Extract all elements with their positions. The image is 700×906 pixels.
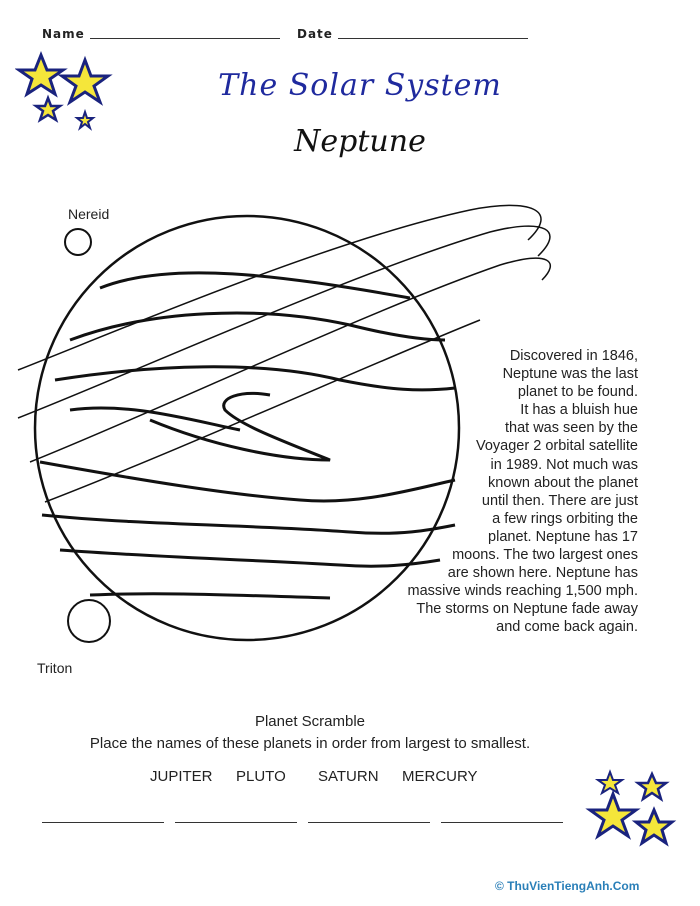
scramble-word: PLUTO (236, 768, 286, 785)
title-solar-system: The Solar System (218, 68, 502, 103)
description-line: a few rings orbiting the (492, 510, 638, 527)
ring (18, 205, 541, 370)
triton-moon (68, 600, 110, 642)
star-icon (77, 112, 93, 128)
scramble-title: Planet Scramble (254, 713, 366, 730)
title-neptune: Neptune (294, 124, 426, 159)
scramble-word: SATURN (318, 768, 379, 785)
triton-label: Triton (37, 660, 73, 676)
description-line: that was seen by the (505, 420, 638, 437)
description-line: until then. There are just (481, 492, 638, 509)
answer-line-4[interactable] (441, 822, 563, 823)
stars-bottom-right (580, 768, 680, 860)
star-icon (36, 98, 60, 120)
scramble-instructions: Place the names of these planets in order from largest to smallest. (89, 735, 531, 752)
star-icon (590, 794, 636, 836)
star-icon (598, 772, 622, 793)
description-line: known about the planet (488, 474, 638, 491)
footer-credit[interactable]: © ThuVienTiengAnh.Com (495, 879, 640, 893)
description (300, 347, 638, 637)
band (90, 594, 330, 598)
star-icon (19, 55, 63, 94)
nereid-moon (65, 229, 91, 255)
nereid-label: Nereid (68, 206, 110, 222)
band (70, 408, 240, 430)
description-line: Neptune was the last (502, 366, 638, 383)
scramble-word: JUPITER (150, 768, 213, 785)
description-line: moons. The two largest ones (452, 547, 638, 564)
description-line: Discovered in 1846, (509, 348, 638, 364)
description-line: massive winds reaching 1,500 mph. (407, 583, 638, 600)
star-icon (638, 774, 666, 799)
star-icon (636, 810, 672, 843)
description-line: are shown here. Neptune has (447, 565, 638, 582)
name-line[interactable] (90, 38, 280, 39)
date-label: Date (297, 27, 333, 41)
answer-line-3[interactable] (308, 822, 430, 823)
stars-top-left (15, 50, 120, 135)
answer-line-1[interactable] (42, 822, 164, 823)
date-line[interactable] (338, 38, 528, 39)
name-label: Name (42, 27, 85, 41)
description-line: The storms on Neptune fade away (416, 601, 638, 618)
description-line: It has a bluish hue (520, 402, 638, 419)
description-line: Voyager 2 orbital satellite (475, 438, 638, 455)
answer-line-2[interactable] (175, 822, 297, 823)
description-line: planet to be found. (517, 384, 638, 401)
description-line: in 1989. Not much was (490, 456, 638, 473)
description-line: and come back again. (496, 619, 638, 636)
star-icon (62, 60, 108, 102)
description-line: planet. Neptune has 17 (488, 528, 638, 545)
scramble-word: MERCURY (402, 768, 478, 785)
